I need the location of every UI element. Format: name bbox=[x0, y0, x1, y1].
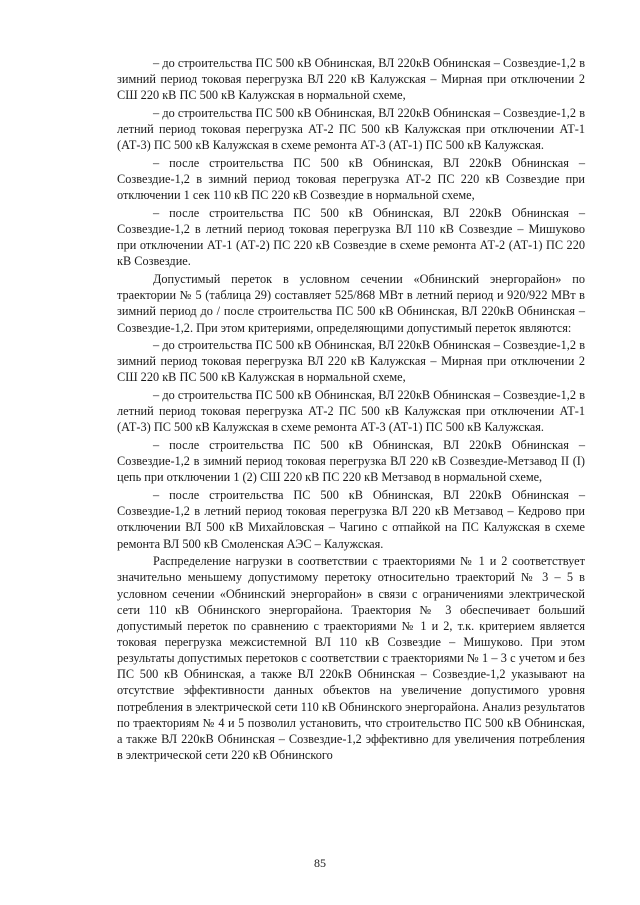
paragraph-1: – до строительства ПС 500 кВ Обнинская, ВЛ 220кВ Обнинская – Созвездие-1,2 в зимний период токовая перегрузка ВЛ 220 кВ Калужская – Мирная при отключении 2 СШ 220 кВ ПС 500 кВ Калужская в нормальной схеме, bbox=[117, 56, 585, 103]
paragraph-6: – до строительства ПС 500 кВ Обнинская, ВЛ 220кВ Обнинская – Созвездие-1,2 в зимний период токовая перегрузка ВЛ 220 кВ Калужская – Мирная при отключении 2 СШ 220 кВ ПС 500 кВ Калужская в нормальной схеме, bbox=[117, 338, 585, 385]
paragraph-7: – до строительства ПС 500 кВ Обнинская, ВЛ 220кВ Обнинская – Созвездие-1,2 в летний период токовая перегрузка АТ-2 ПС 500 кВ Калужская при отключении АТ-1 (АТ-3) ПС 500 кВ Калужская в схеме ремонта АТ-3 (АТ-1) ПС 500 кВ Калужская. bbox=[117, 388, 585, 435]
paragraph-8: – после строительства ПС 500 кВ Обнинская, ВЛ 220кВ Обнинская – Созвездие-1,2 в зимний период токовая перегрузка ВЛ 220 кВ Созвездие-Метзавод II (I) цепь при отключении 1 (2) СШ 220 кВ ПС 220 кВ Метзавод в нормальной схеме, bbox=[117, 438, 585, 485]
paragraph-4: – после строительства ПС 500 кВ Обнинская, ВЛ 220кВ Обнинская – Созвездие-1,2 в летний период токовая перегрузка ВЛ 110 кВ Созвездие – Мишуково при отключении АТ-1 (АТ-2) ПС 220 кВ Созвездие в схеме ремонта АТ-2 (АТ-1) ПС 220 кВ Созвездие. bbox=[117, 205, 585, 269]
body-text bbox=[117, 55, 585, 765]
paragraph-5: Допустимый переток в условном сечении «Обнинский энергорайон» по траектории № 5 (таблица 29) составляет 525/868 МВт в летний период и 920/922 МВт в зимний период до / после строительства ПС 500 кВ Обнинская, ВЛ 220кВ Обнинская – Созвездие-1,2. При этом критериями, определяющими допустимый переток являются: bbox=[117, 272, 585, 335]
paragraph-3: – после строительства ПС 500 кВ Обнинская, ВЛ 220кВ Обнинская – Созвездие-1,2 в зимний период токовая перегрузка АТ-2 ПС 220 кВ Созвездие при отключении 1 сек 110 кВ ПС 220 кВ Созвездие в нормальной схеме, bbox=[117, 155, 585, 203]
page-number: 85 bbox=[314, 856, 326, 870]
paragraph-2: – до строительства ПС 500 кВ Обнинская, ВЛ 220кВ Обнинская – Созвездие-1,2 в летний период токовая перегрузка АТ-2 ПС 500 кВ Калужская при отключении АТ-1 (АТ-3) ПС 500 кВ Калужская в схеме ремонта АТ-3 (АТ-1) ПС 500 кВ Калужская. bbox=[117, 105, 585, 153]
paragraph-10: Распределение нагрузки в соответствии с траекториями № 1 и 2 соответствует значительно меньшему допустимому перетоку относительно траекторий № 3 – 5 в условном сечении «Обнинский энергорайон» в связи с ограничениями электрической сети 110 кВ Обнинского энергорайона. Траектория № 3 обеспечивает больший допустимый переток по сравнению с траекториями № 1 и 2, т.к. критерием является токовая перегрузка межсистемной ВЛ 110 кВ Созвездие – Мишуково. При этом результаты допустимых перетоков с соответствии с траекториями № 1 – 3 с учетом и без ПС 500 кВ Обнинская, а также ВЛ 220кВ Обнинская – Созвездие-1,2 указывают на отсутствие эффективности данных объектов на увеличение допустимого уровня потребления в электрической сети 110 кВ Обнинского энергорайона. Анализ результатов по траекториям № 4 и 5 позволил установить, что строительство ПС 500 кВ Обнинская, а также ВЛ 220кВ Обнинская – Созвездие-1,2 эффективно для увеличения потребления в электрической сети 220 кВ Обнинского bbox=[117, 554, 585, 763]
paragraph-9: – после строительства ПС 500 кВ Обнинская, ВЛ 220кВ Обнинская – Созвездие-1,2 в летний период токовая перегрузка ВЛ 220 кВ Метзавод – Кедрово при отключении ВЛ 500 кВ Михайловская – Чагино с отпайкой на ПС Калужская в схеме ремонта ВЛ 500 кВ Смоленская АЭС – Калужская. bbox=[117, 488, 585, 551]
